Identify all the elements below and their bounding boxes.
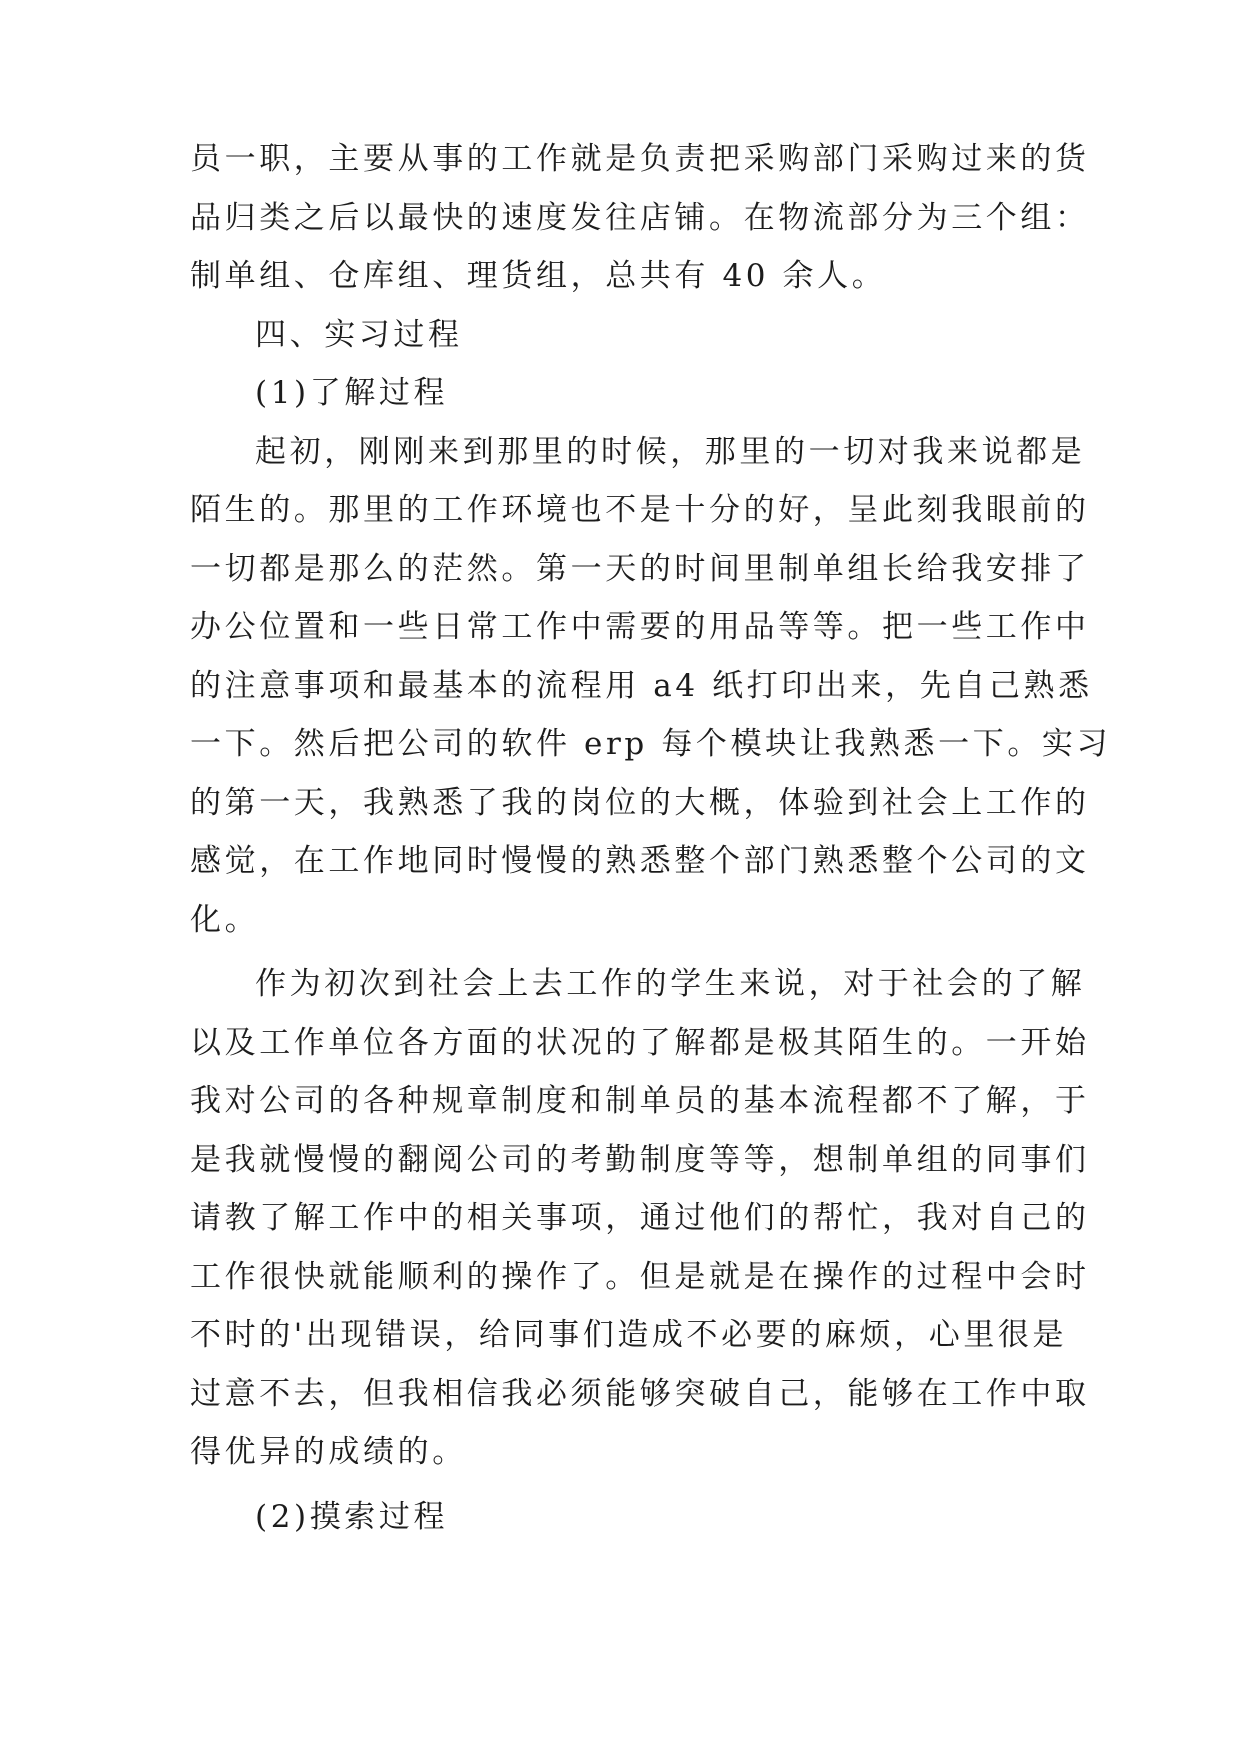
paragraph-line: 不时的'出现错误，给同事们造成不必要的麻烦，心里很是 bbox=[190, 1317, 1068, 1353]
paragraph-line: 的注意事项和最基本的流程用 a4 纸打印出来，先自己熟悉 bbox=[190, 667, 1093, 704]
paragraph-line: 办公位置和一些日常工作中需要的用品等等。把一些工作中 bbox=[190, 609, 1090, 645]
subsection-heading: (2)摸索过程 bbox=[255, 1498, 449, 1535]
paragraph-line: 工作很快就能顺利的操作了。但是就是在操作的过程中会时 bbox=[190, 1258, 1090, 1295]
paragraph-line: 品归类之后以最快的速度发往店铺。在物流部分为三个组： bbox=[190, 199, 1090, 236]
paragraph-line: 得优异的成绩的。 bbox=[190, 1434, 467, 1470]
paragraph-line: 过意不去，但我相信我必须能够突破自己，能够在工作中取 bbox=[190, 1375, 1090, 1412]
paragraph-line: 一切都是那么的茫然。第一天的时间里制单组长给我安排了 bbox=[190, 550, 1090, 587]
paragraph-line: 是我就慢慢的翻阅公司的考勤制度等等，想制单组的同事们 bbox=[190, 1141, 1090, 1178]
paragraph-line: 化。 bbox=[190, 901, 260, 938]
paragraph-line: 感觉，在工作地同时慢慢的熟悉整个部门熟悉整个公司的文 bbox=[190, 843, 1090, 879]
paragraph-line: 以及工作单位各方面的状况的了解都是极其陌生的。一开始 bbox=[190, 1024, 1090, 1061]
paragraph-line: 起初，刚刚来到那里的时候，那里的一切对我来说都是 bbox=[255, 433, 1086, 470]
paragraph-line: 的第一天，我熟悉了我的岗位的大概，体验到社会上工作的 bbox=[190, 784, 1090, 821]
paragraph-line: 一下。然后把公司的软件 erp 每个模块让我熟悉一下。实习 bbox=[190, 726, 1112, 762]
paragraph-line: 我对公司的各种规章制度和制单员的基本流程都不了解，于 bbox=[190, 1083, 1090, 1119]
section-heading: 四、实习过程 bbox=[255, 316, 463, 353]
subsection-heading: (1)了解过程 bbox=[255, 375, 449, 411]
paragraph-line: 陌生的。那里的工作环境也不是十分的好，呈此刻我眼前的 bbox=[190, 492, 1090, 528]
paragraph-line: 制单组、仓库组、理货组，总共有 40 余人。 bbox=[190, 258, 887, 294]
paragraph-line: 作为初次到社会上去工作的学生来说，对于社会的了解 bbox=[255, 966, 1086, 1002]
paragraph-line: 请教了解工作中的相关事项，通过他们的帮忙，我对自己的 bbox=[190, 1200, 1090, 1236]
paragraph-line: 员一职，主要从事的工作就是负责把采购部门采购过来的货 bbox=[190, 141, 1090, 177]
document-body bbox=[190, 130, 1112, 1546]
